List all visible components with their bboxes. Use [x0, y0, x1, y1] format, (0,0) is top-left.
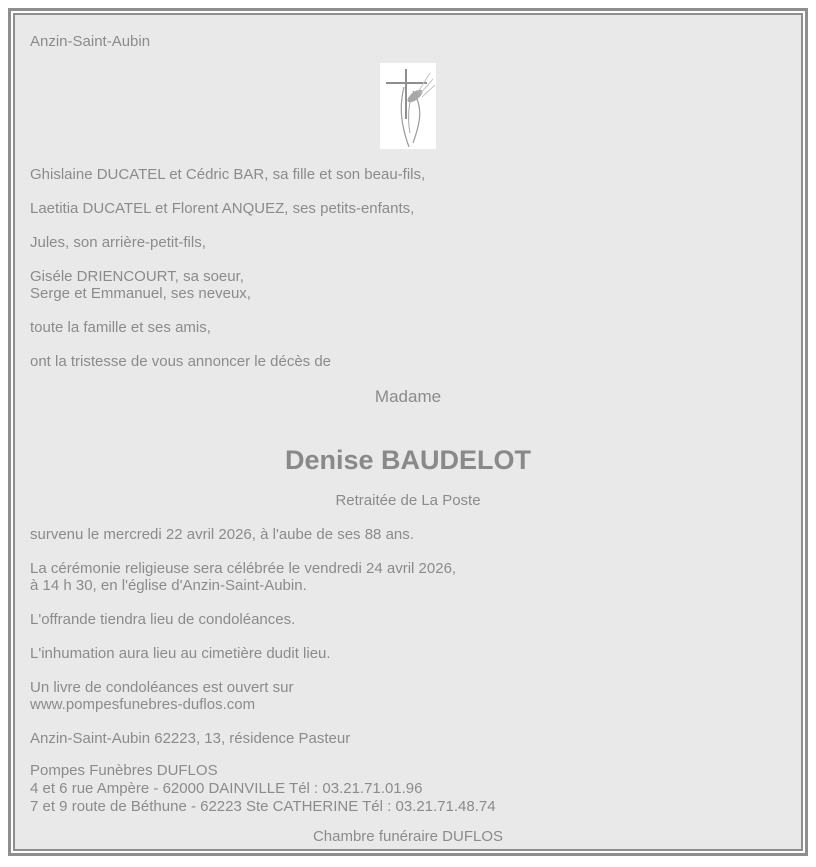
funeral-chamber-label: Chambre funéraire DUFLOS [312, 828, 504, 845]
profession-label: Retraitée de La Poste [335, 492, 481, 509]
announcement-line-text: ont la tristesse de vous annoncer le décès de [30, 353, 332, 370]
family-line-4-text-a: Giséle DRIENCOURT, sa soeur, [30, 268, 244, 285]
funeral-home-block [30, 762, 786, 816]
condolence-book-line: Un livre de condoléances est ouvert sur [30, 679, 294, 696]
funeral-home-address-2: 7 et 9 route de Béthune - 62223 Ste CATHERINE Tél : 03.21.71.48.74 [30, 798, 496, 815]
ceremony-line-2: à 14 h 30, en l'église d'Anzin-Saint-Aubin. [30, 577, 307, 594]
family-line-1-text: Ghislaine DUCATEL et Cédric BAR, sa fille et son beau-fils, [30, 166, 426, 183]
notice-frame [8, 8, 808, 856]
family-line-4-text-b: Serge et Emmanuel, ses neveux, [30, 285, 251, 302]
burial-line-text: L'inhumation aura lieu au cimetière dudit lieu. [30, 645, 331, 662]
ceremony-line-1: La cérémonie religieuse sera célébrée le vendredi 24 avril 2026, [30, 560, 457, 577]
family-line-3-text: Jules, son arrière-petit-fils, [30, 234, 206, 251]
family-line-5-text: toute la famille et ses amis, [30, 319, 211, 336]
notice-panel [13, 13, 803, 851]
condolence-book-url: www.pompesfunebres-duflos.com [30, 696, 256, 713]
commune-label: Anzin-Saint-Aubin [30, 33, 151, 50]
civility-label: Madame [374, 387, 442, 406]
funeral-home-address-1: 4 et 6 rue Ampère - 62000 DAINVILLE Tél : 03.21.71.01.96 [30, 780, 423, 797]
residence-line-text: Anzin-Saint-Aubin 62223, 13, résidence Pasteur [30, 730, 351, 747]
offering-line-text: L'offrande tiendra lieu de condoléances. [30, 611, 296, 628]
family-line-2-text: Laetitia DUCATEL et Florent ANQUEZ, ses petits-enfants, [30, 200, 415, 217]
deceased-name: Denise BAUDELOT [284, 445, 532, 475]
cross-wheat-icon [380, 63, 436, 149]
funeral-home-name: Pompes Funèbres DUFLOS [30, 762, 218, 779]
death-line-text: survenu le mercredi 22 avril 2026, à l'aube de ses 88 ans. [30, 526, 414, 543]
